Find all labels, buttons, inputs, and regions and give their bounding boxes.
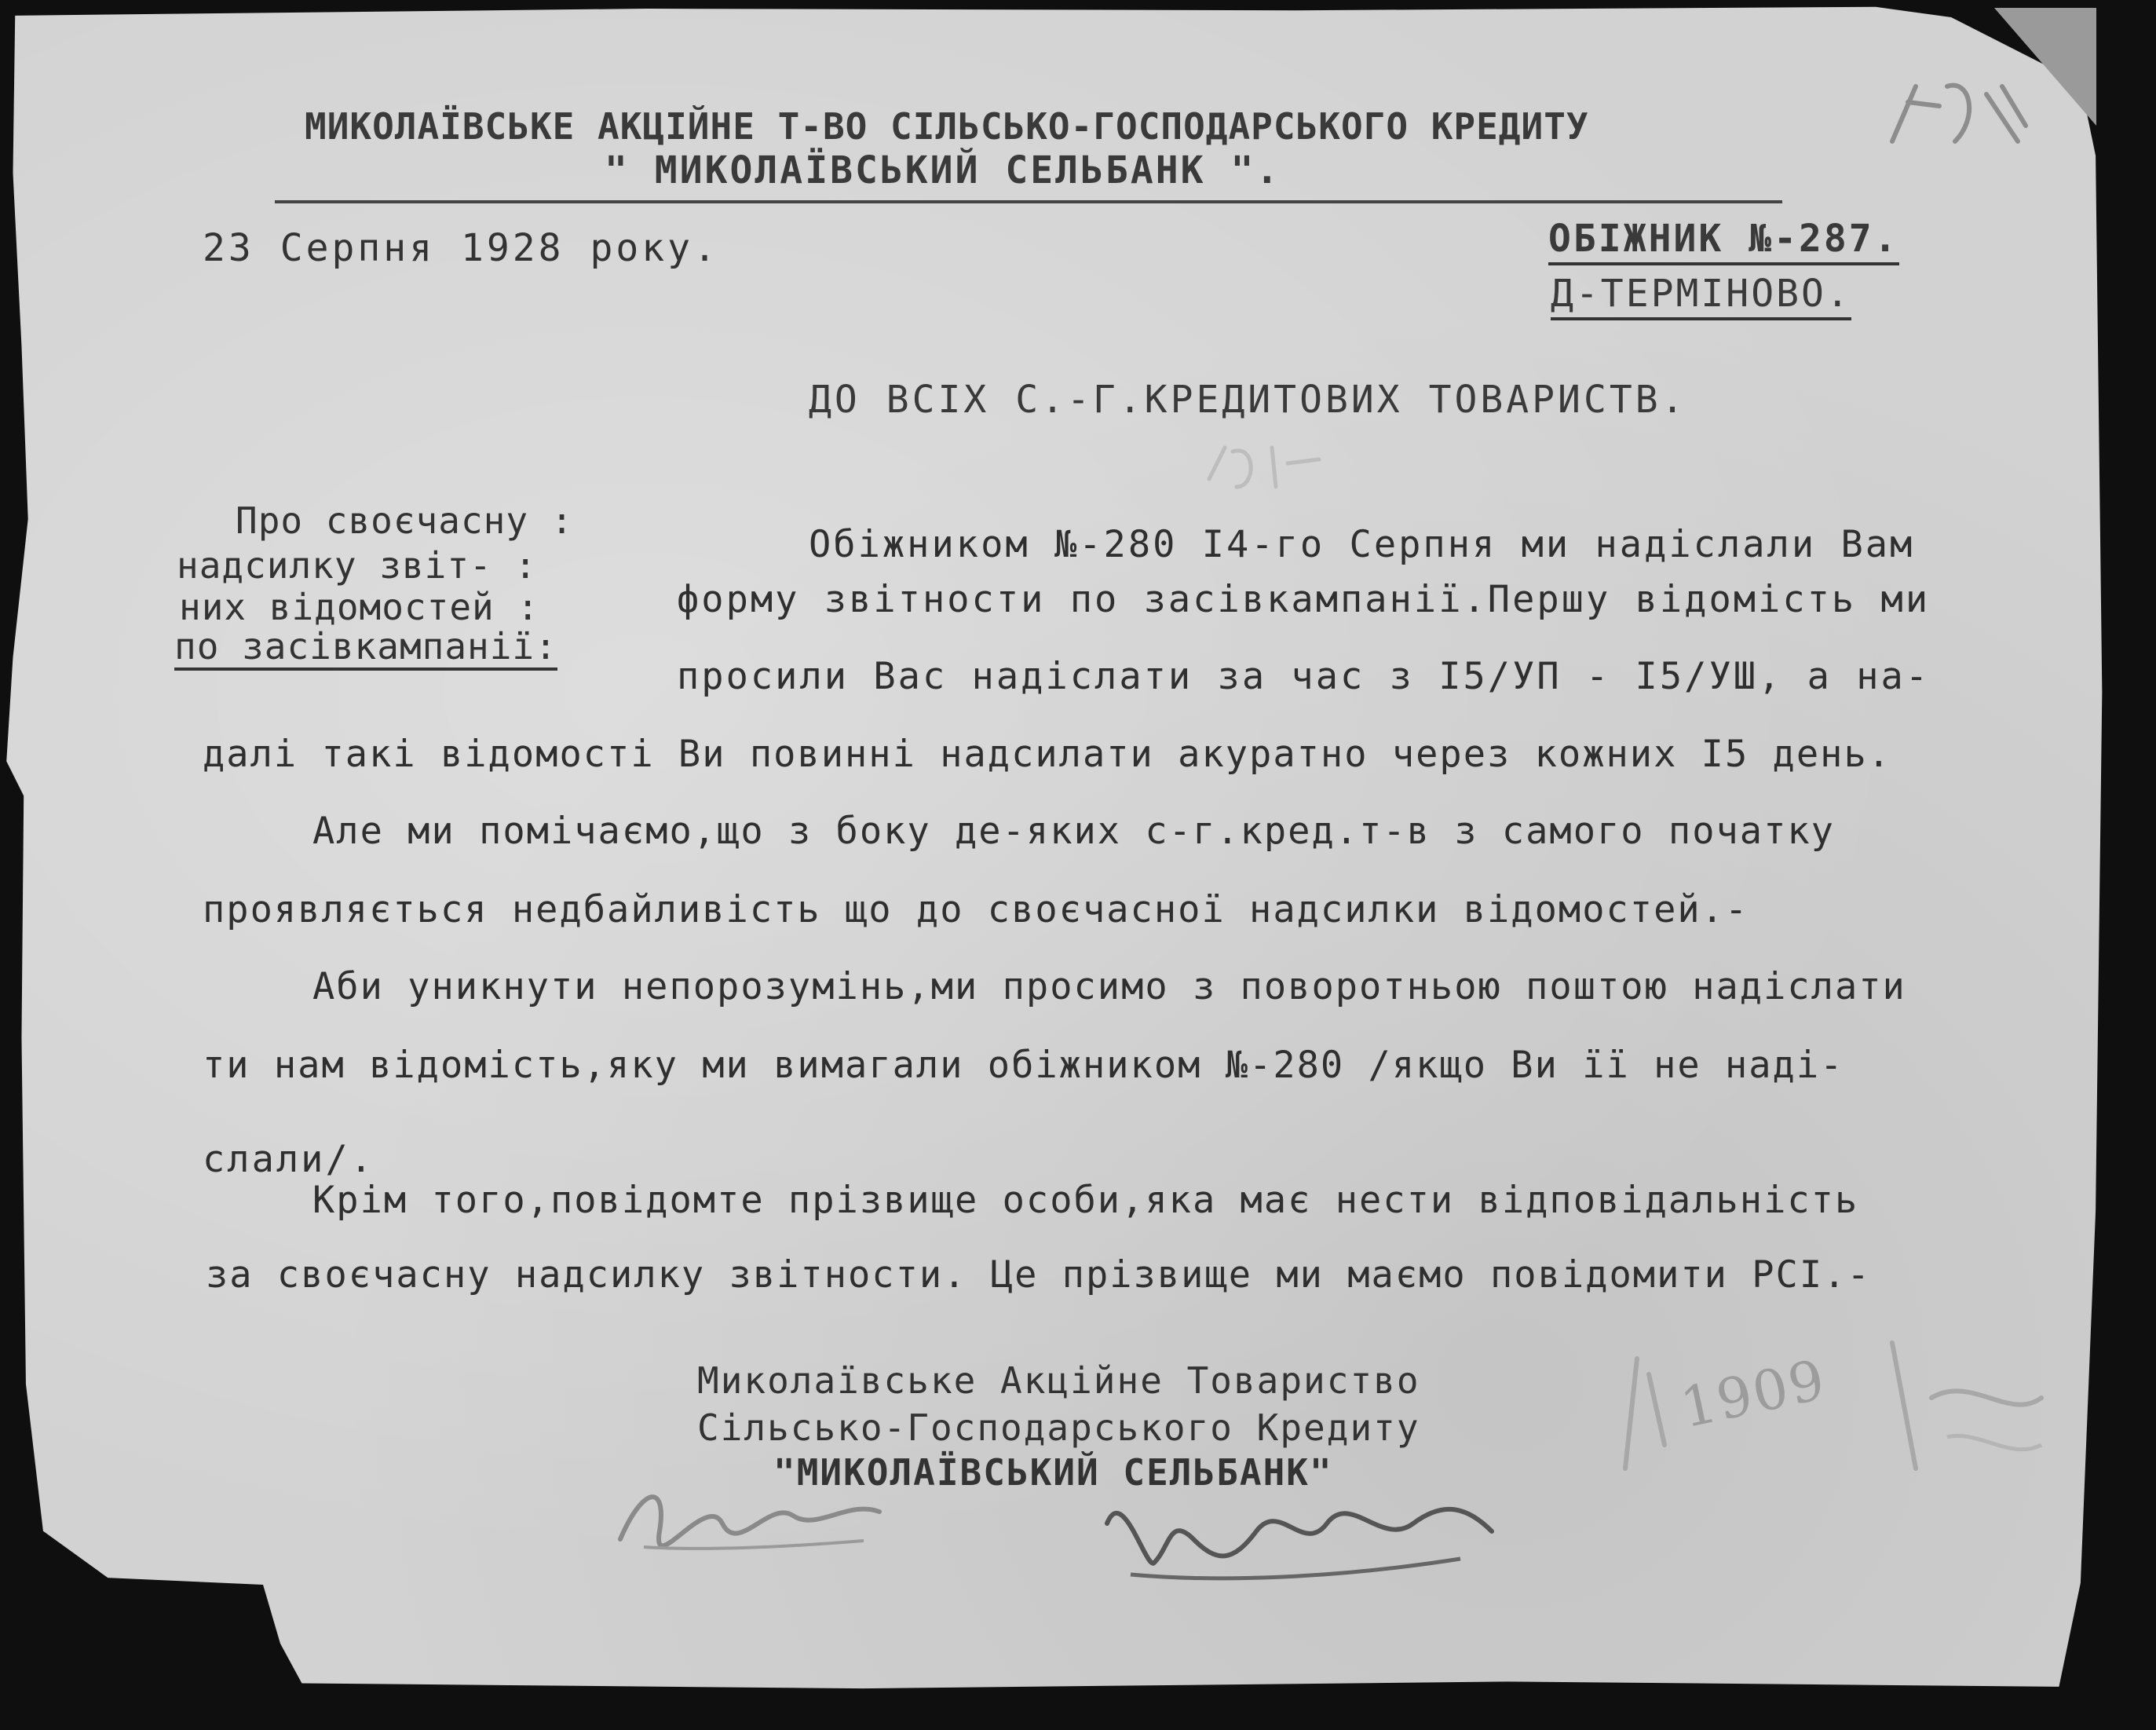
body-line-10: Крім того,повідомте прізвище особи,яка має нести відповідальність	[312, 1179, 1859, 1222]
body-line-2: форму звітности по засівкампанії.Першу відомість ми	[677, 578, 1931, 621]
signature-line-2: Сільсько-Господарського Кредиту	[697, 1406, 1420, 1449]
signature-line-1: Миколаївське Акційне Товариство	[697, 1359, 1420, 1402]
body-line-7: Аби уникнути непорозумінь,ми просимо з поворотньою поштою надіслати	[312, 965, 1906, 1008]
body-line-5: Але ми помічаємо,що з боку де-яких с-г.кред.т-в з самого початку	[312, 810, 1835, 853]
subject-line-4: по засівкампанії:	[174, 628, 557, 671]
body-line-11: за своєчасну надсилку звітности. Це прізвище ми маємо повідомити РСІ.-	[206, 1253, 1871, 1297]
faded-stamp	[1617, 1327, 2057, 1500]
subject-line-1: Про своєчасну :	[236, 499, 574, 542]
signature-line-3: "МИКОЛАЇВСЬКИЙ СЕЛЬБАНК"	[773, 1451, 1333, 1494]
body-line-6: проявляється недбайливість що до своєчасної надсилки відомостей.-	[203, 888, 1749, 931]
body-line-3: просили Вас надіслати за час з I5/УП - I5/УШ, а на-	[677, 655, 1931, 698]
body-line-4: далі такі відомості Ви повинні надсилати акуратно через кожних I5 день.	[203, 733, 1892, 776]
pencil-mark-center	[1201, 440, 1327, 495]
body-line-8: ти нам відомість,яку ми вимагали обіжником №-280 /якщо Ви її не наді-	[203, 1044, 1844, 1087]
header-line-1: МИКОЛАЇВСЬКЕ АКЦІЙНЕ Т-ВО СІЛЬСЬКО-ГОСПОДАРСЬКОГО КРЕДИТУ	[305, 105, 1589, 148]
stamp-date: 1909	[1675, 1347, 1832, 1441]
body-line-9: слали/.	[203, 1138, 375, 1181]
urgency-label: Д-ТЕРМІНОВО.	[1551, 275, 1851, 320]
subject-line-3: них відомостей :	[179, 586, 540, 628]
addressee: ДО ВСІХ С.-Г.КРЕДИТОВИХ ТОВАРИСТВ.	[809, 378, 1687, 422]
handwritten-signature-left	[612, 1468, 895, 1563]
document-date: 23 Серпня 1928 року.	[203, 226, 719, 270]
pencil-mark-corner	[1884, 71, 2041, 157]
subject-line-2: надсилку звіт- :	[177, 544, 538, 587]
handwritten-signature-right	[1099, 1476, 1507, 1594]
header-line-2: " МИКОЛАЇВСЬКИЙ СЕЛЬБАНК ".	[605, 148, 1281, 192]
header-divider	[275, 200, 1782, 203]
body-line-1: Обіжником №-280 I4-го Серпня ми надіслали Вам	[809, 523, 1915, 566]
circular-number: ОБІЖНИК №-287.	[1548, 220, 1899, 265]
